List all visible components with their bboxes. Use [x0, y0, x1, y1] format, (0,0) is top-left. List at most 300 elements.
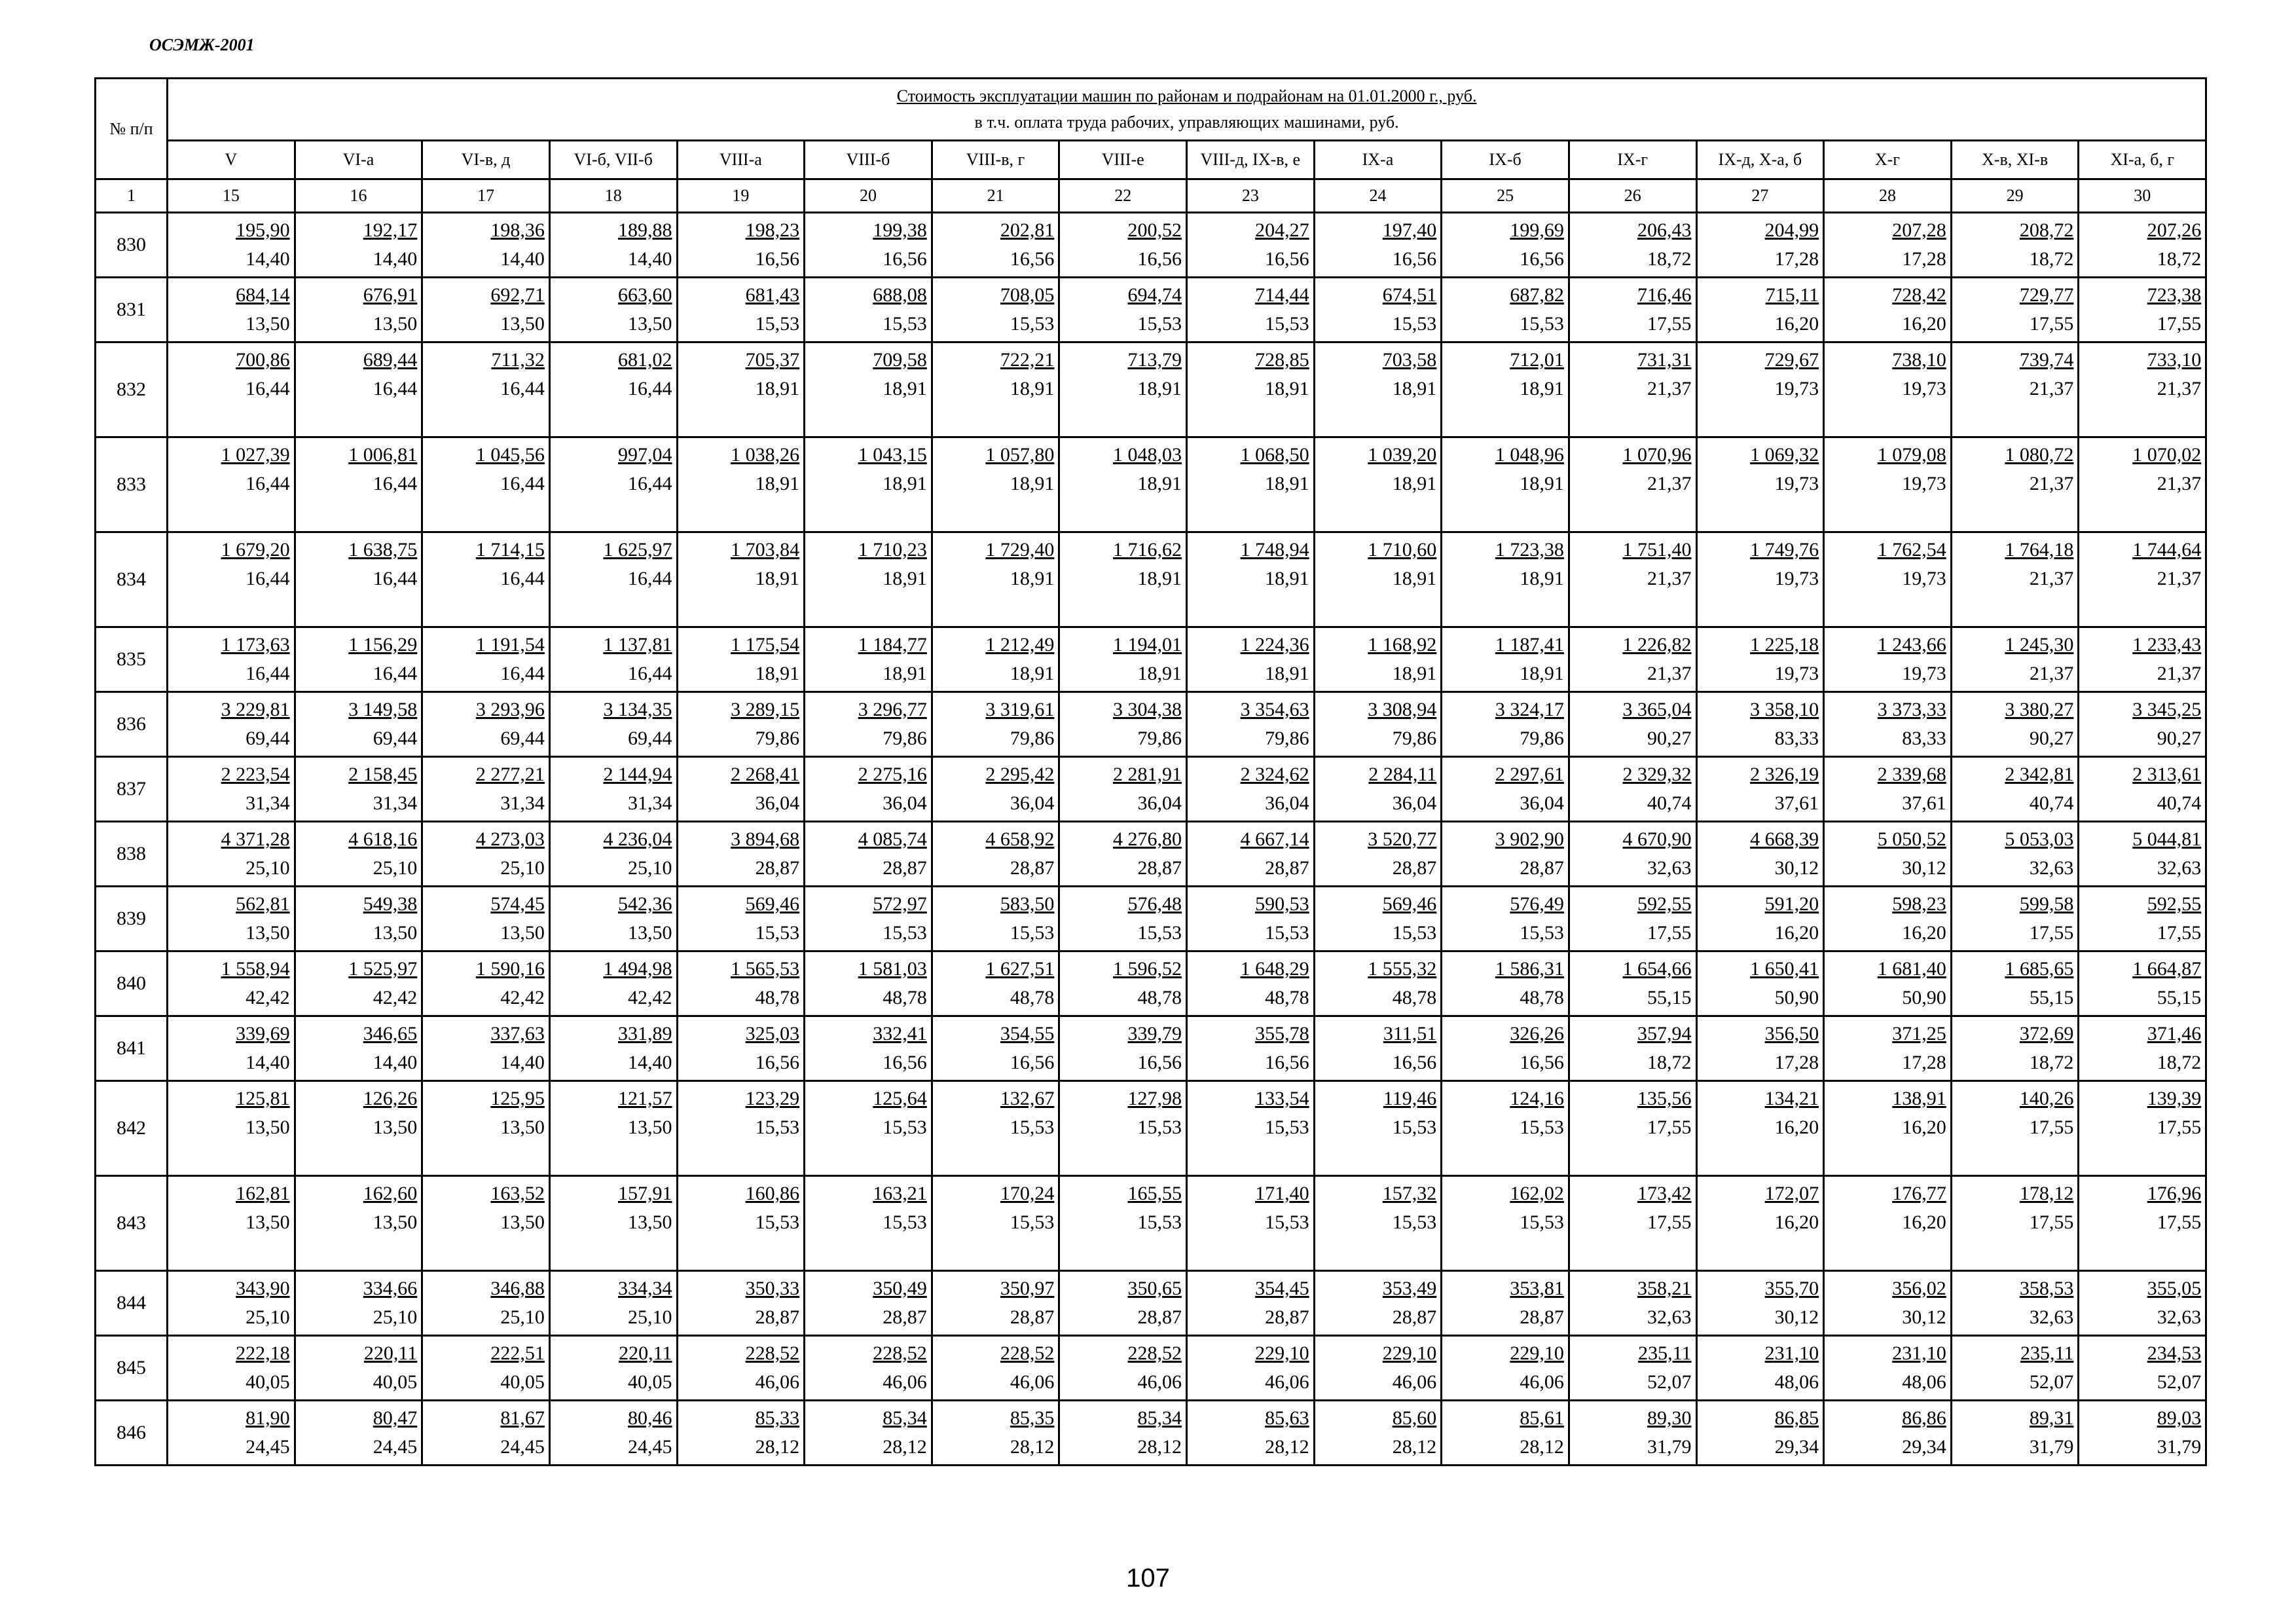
table-row — [96, 757, 2206, 822]
labor-cost: 15,53 — [1520, 313, 1564, 335]
operating-cost: 356,02 — [1892, 1278, 1946, 1299]
cost-cell — [1187, 532, 1315, 627]
operating-cost: 3 149,58 — [348, 699, 418, 720]
operating-cost: 355,70 — [1764, 1278, 1819, 1299]
row-number: 838 — [96, 822, 168, 887]
cost-cell — [677, 692, 805, 757]
cost-cell — [168, 1401, 295, 1466]
operating-cost: 350,49 — [873, 1278, 927, 1299]
operating-cost: 228,52 — [873, 1342, 927, 1364]
operating-cost: 569,46 — [745, 893, 800, 915]
cost-cell — [1951, 822, 2079, 887]
cost-cell — [805, 278, 932, 342]
labor-cost: 13,50 — [628, 922, 672, 944]
labor-cost: 28,12 — [1137, 1436, 1182, 1458]
labor-cost: 13,50 — [500, 313, 545, 335]
cost-cell — [2079, 822, 2206, 887]
operating-cost: 1 069,32 — [1750, 444, 1819, 466]
labor-cost: 32,63 — [2157, 857, 2202, 879]
operating-cost: 2 275,16 — [858, 764, 927, 785]
cost-cell — [805, 1081, 932, 1176]
operating-cost: 235,11 — [1638, 1342, 1692, 1364]
labor-cost: 30,12 — [1774, 857, 1819, 879]
cost-cell — [1696, 278, 1824, 342]
labor-cost: 18,72 — [2157, 248, 2202, 270]
cost-cell — [1442, 278, 1569, 342]
operating-cost: 202,81 — [1000, 219, 1055, 241]
cost-cell — [932, 822, 1059, 887]
operating-cost: 681,43 — [745, 284, 800, 306]
labor-cost: 21,37 — [2029, 378, 2074, 399]
labor-cost: 18,72 — [2029, 1052, 2074, 1073]
labor-cost: 17,55 — [2157, 1211, 2202, 1233]
table-row — [96, 692, 2206, 757]
cost-cell — [932, 1016, 1059, 1081]
labor-cost: 28,87 — [1137, 857, 1182, 879]
operating-cost: 346,88 — [490, 1278, 545, 1299]
labor-cost: 36,04 — [1010, 792, 1055, 814]
cost-cell — [1314, 1081, 1442, 1176]
operating-cost: 1 679,20 — [221, 539, 290, 561]
labor-cost: 31,34 — [500, 792, 545, 814]
table-row — [96, 342, 2206, 437]
labor-cost: 19,73 — [1902, 473, 1946, 494]
column-header: X-г — [1824, 141, 1952, 179]
cost-cell — [1187, 1176, 1315, 1271]
operating-cost: 86,85 — [1774, 1407, 1819, 1429]
cost-cell — [1442, 627, 1569, 692]
cost-cell — [805, 627, 932, 692]
labor-cost: 18,91 — [883, 473, 927, 494]
operating-cost: 85,60 — [1392, 1407, 1437, 1429]
operating-cost: 709,58 — [873, 349, 927, 371]
labor-cost: 19,73 — [1902, 378, 1946, 399]
operating-cost: 80,47 — [373, 1407, 418, 1429]
labor-cost: 18,91 — [1010, 663, 1055, 684]
page-number: 107 — [1126, 1564, 1170, 1593]
operating-cost: 1 027,39 — [221, 444, 290, 466]
labor-cost: 14,40 — [500, 1052, 545, 1073]
cost-cell — [2079, 951, 2206, 1016]
cost-cell — [1442, 757, 1569, 822]
cost-cell — [549, 1336, 677, 1401]
operating-cost: 235,11 — [2020, 1342, 2074, 1364]
cost-cell — [1569, 692, 1696, 757]
labor-cost: 15,53 — [883, 922, 927, 944]
operating-cost: 2 329,32 — [1622, 764, 1692, 785]
operating-cost: 598,23 — [1892, 893, 1946, 915]
labor-cost: 17,55 — [2157, 1116, 2202, 1138]
labor-cost: 21,37 — [1647, 473, 1692, 494]
operating-cost: 681,02 — [618, 349, 672, 371]
operating-cost: 1 627,51 — [985, 958, 1055, 980]
cost-cell — [168, 342, 295, 437]
operating-cost: 1 006,81 — [348, 444, 418, 466]
cost-cell — [1442, 822, 1569, 887]
cost-cell — [1824, 1401, 1952, 1466]
operating-cost: 220,11 — [619, 1342, 672, 1364]
labor-cost: 18,91 — [1137, 473, 1182, 494]
cost-cell — [1187, 1336, 1315, 1401]
cost-cell — [1951, 1081, 2079, 1176]
cost-cell — [805, 692, 932, 757]
operating-cost: 125,81 — [236, 1088, 290, 1109]
labor-cost: 28,12 — [1010, 1436, 1055, 1458]
row-number: 842 — [96, 1081, 168, 1176]
cost-cell — [1824, 1176, 1952, 1271]
labor-cost: 18,72 — [1647, 248, 1692, 270]
cost-cell — [295, 342, 422, 437]
labor-cost: 18,91 — [1520, 568, 1564, 589]
operating-cost: 343,90 — [236, 1278, 290, 1299]
labor-cost: 18,91 — [1265, 473, 1309, 494]
labor-cost: 36,04 — [755, 792, 800, 814]
cost-cell — [1951, 951, 2079, 1016]
cost-cell — [2079, 437, 2206, 532]
operating-cost: 705,37 — [745, 349, 800, 371]
cost-cell — [2079, 278, 2206, 342]
cost-cell — [1824, 278, 1952, 342]
operating-cost: 3 365,04 — [1622, 699, 1692, 720]
labor-cost: 15,53 — [755, 1116, 800, 1138]
operating-cost: 198,23 — [745, 219, 800, 241]
labor-cost: 16,56 — [1520, 1052, 1564, 1073]
cost-cell — [1314, 822, 1442, 887]
labor-cost: 16,56 — [1392, 1052, 1437, 1073]
cost-cell — [1059, 1016, 1187, 1081]
operating-cost: 326,26 — [1510, 1023, 1564, 1044]
labor-cost: 13,50 — [628, 1116, 672, 1138]
labor-cost: 18,91 — [755, 568, 800, 589]
operating-cost: 4 668,39 — [1750, 828, 1819, 850]
cost-cell — [2079, 1401, 2206, 1466]
labor-cost: 17,55 — [2157, 922, 2202, 944]
operating-cost: 4 667,14 — [1240, 828, 1309, 850]
labor-cost: 48,78 — [883, 987, 927, 1008]
cost-cell — [1314, 757, 1442, 822]
cost-cell — [677, 1081, 805, 1176]
cost-cell — [1951, 1336, 2079, 1401]
labor-cost: 30,12 — [1902, 1306, 1946, 1328]
cost-cell — [1059, 532, 1187, 627]
cost-cell — [1696, 1081, 1824, 1176]
labor-cost: 15,53 — [1265, 1211, 1309, 1233]
table-row — [96, 627, 2206, 692]
labor-cost: 13,50 — [500, 1211, 545, 1233]
cost-cell — [2079, 1176, 2206, 1271]
cost-cell — [1569, 213, 1696, 278]
labor-cost: 79,86 — [1265, 728, 1309, 749]
operating-cost: 1 716,62 — [1113, 539, 1182, 561]
operating-cost: 1 710,60 — [1368, 539, 1437, 561]
cost-cell — [1569, 951, 1696, 1016]
operating-cost: 176,96 — [2147, 1183, 2202, 1204]
operating-cost: 1 525,97 — [348, 958, 418, 980]
cost-cell — [2079, 887, 2206, 951]
labor-cost: 15,53 — [1520, 1211, 1564, 1233]
labor-cost: 25,10 — [500, 857, 545, 879]
operating-cost: 997,04 — [618, 444, 672, 466]
operating-cost: 85,33 — [755, 1407, 800, 1429]
operating-cost: 229,10 — [1382, 1342, 1437, 1364]
cost-cell — [1314, 692, 1442, 757]
operating-cost: 729,77 — [2019, 284, 2074, 306]
labor-cost: 16,44 — [500, 473, 545, 494]
operating-cost: 1 043,15 — [858, 444, 927, 466]
labor-cost: 19,73 — [1774, 568, 1819, 589]
operating-cost: 1 187,41 — [1495, 634, 1564, 655]
cost-cell — [677, 437, 805, 532]
cost-cell — [1187, 1081, 1315, 1176]
labor-cost: 16,20 — [1902, 1116, 1946, 1138]
labor-cost: 15,53 — [1265, 313, 1309, 335]
cost-cell — [2079, 213, 2206, 278]
operating-cost: 208,72 — [2019, 219, 2074, 241]
operating-cost: 358,53 — [2019, 1278, 2074, 1299]
operating-cost: 1 079,08 — [1877, 444, 1946, 466]
cost-cell — [805, 1336, 932, 1401]
labor-cost: 40,74 — [2157, 792, 2202, 814]
labor-cost: 48,78 — [755, 987, 800, 1008]
operating-cost: 140,26 — [2019, 1088, 2074, 1109]
labor-cost: 79,86 — [1137, 728, 1182, 749]
cost-cell — [168, 213, 295, 278]
column-header: X-в, XI-в — [1951, 141, 2079, 179]
labor-cost: 79,86 — [1392, 728, 1437, 749]
cost-cell — [549, 1081, 677, 1176]
cost-cell — [677, 1016, 805, 1081]
operating-cost: 162,60 — [363, 1183, 418, 1204]
cost-cell — [1696, 951, 1824, 1016]
cost-cell — [805, 757, 932, 822]
cost-cell — [1187, 692, 1315, 757]
operating-cost: 3 902,90 — [1495, 828, 1564, 850]
operating-cost: 2 281,91 — [1113, 764, 1182, 785]
labor-cost: 40,05 — [500, 1371, 545, 1393]
operating-cost: 3 894,68 — [731, 828, 800, 850]
cost-cell — [295, 951, 422, 1016]
cost-cell — [932, 342, 1059, 437]
labor-cost: 13,50 — [373, 313, 418, 335]
operating-cost: 592,55 — [1637, 893, 1692, 915]
operating-cost: 89,30 — [1647, 1407, 1692, 1429]
cost-cell — [805, 1176, 932, 1271]
cost-cell — [168, 1016, 295, 1081]
operating-cost: 574,45 — [490, 893, 545, 915]
cost-cell — [422, 951, 550, 1016]
operating-cost: 733,10 — [2147, 349, 2202, 371]
labor-cost: 25,10 — [246, 1306, 290, 1328]
operating-cost: 714,44 — [1255, 284, 1309, 306]
operating-cost: 694,74 — [1127, 284, 1182, 306]
cost-cell — [677, 887, 805, 951]
cost-cell — [1314, 1016, 1442, 1081]
cost-cell — [1696, 342, 1824, 437]
column-header: VI-в, д — [422, 141, 550, 179]
labor-cost: 16,44 — [500, 378, 545, 399]
cost-cell — [2079, 1016, 2206, 1081]
labor-cost: 13,50 — [246, 1211, 290, 1233]
cost-cell — [805, 887, 932, 951]
cost-cell — [295, 1016, 422, 1081]
operating-cost: 204,99 — [1764, 219, 1819, 241]
cost-cell — [168, 757, 295, 822]
operating-cost: 689,44 — [363, 349, 418, 371]
labor-cost: 31,34 — [628, 792, 672, 814]
cost-cell — [168, 532, 295, 627]
labor-cost: 69,44 — [246, 728, 290, 749]
operating-cost: 354,55 — [1000, 1023, 1055, 1044]
cost-cell — [295, 1081, 422, 1176]
labor-cost: 21,37 — [2157, 378, 2202, 399]
cost-cell — [2079, 692, 2206, 757]
cost-cell — [1059, 692, 1187, 757]
labor-cost: 52,07 — [1647, 1371, 1692, 1393]
labor-cost: 46,06 — [1520, 1371, 1564, 1393]
labor-cost: 18,91 — [1520, 473, 1564, 494]
operating-cost: 1 224,36 — [1240, 634, 1309, 655]
labor-cost: 21,37 — [2157, 663, 2202, 684]
operating-cost: 2 158,45 — [348, 764, 418, 785]
cost-cell — [1569, 1176, 1696, 1271]
labor-cost: 16,20 — [1774, 922, 1819, 944]
operating-cost: 3 373,33 — [1877, 699, 1946, 720]
operating-cost: 576,48 — [1127, 893, 1182, 915]
cost-cell — [1314, 532, 1442, 627]
operating-cost: 332,41 — [873, 1023, 927, 1044]
operating-cost: 1 175,54 — [731, 634, 800, 655]
table-row — [96, 1016, 2206, 1081]
cost-cell — [1059, 1401, 1187, 1466]
labor-cost: 31,34 — [246, 792, 290, 814]
operating-cost: 688,08 — [873, 284, 927, 306]
cost-cell — [1187, 822, 1315, 887]
labor-cost: 14,40 — [628, 1052, 672, 1073]
cost-cell — [1696, 757, 1824, 822]
labor-cost: 46,06 — [1137, 1371, 1182, 1393]
labor-cost: 17,28 — [1774, 1052, 1819, 1073]
cost-cell — [677, 757, 805, 822]
labor-cost: 42,42 — [628, 987, 672, 1008]
operating-cost: 1 638,75 — [348, 539, 418, 561]
operating-cost: 135,56 — [1637, 1088, 1692, 1109]
row-number: 832 — [96, 342, 168, 437]
labor-cost: 15,53 — [1392, 1211, 1437, 1233]
cost-cell — [1314, 1176, 1442, 1271]
cost-cell — [549, 213, 677, 278]
labor-cost: 17,55 — [2157, 313, 2202, 335]
column-number: 1 — [96, 179, 168, 213]
labor-cost: 69,44 — [373, 728, 418, 749]
operating-cost: 2 339,68 — [1877, 764, 1946, 785]
operating-cost: 1 681,40 — [1877, 958, 1946, 980]
cost-cell — [932, 627, 1059, 692]
cost-cell — [1314, 1271, 1442, 1336]
column-number: 19 — [677, 179, 805, 213]
table-title — [168, 79, 2206, 141]
operating-cost: 3 296,77 — [858, 699, 927, 720]
labor-cost: 40,05 — [373, 1371, 418, 1393]
labor-cost: 28,12 — [1520, 1436, 1564, 1458]
cost-cell — [1314, 213, 1442, 278]
cost-cell — [1951, 1401, 2079, 1466]
labor-cost: 15,53 — [1265, 1116, 1309, 1138]
cost-cell — [1951, 1271, 2079, 1336]
labor-cost: 13,50 — [628, 313, 672, 335]
operating-cost: 119,46 — [1383, 1088, 1437, 1109]
cost-cell — [1442, 437, 1569, 532]
cost-cell — [932, 1081, 1059, 1176]
table-row — [96, 437, 2206, 532]
cost-cell — [549, 1016, 677, 1081]
row-number: 840 — [96, 951, 168, 1016]
labor-cost: 17,55 — [1647, 1116, 1692, 1138]
labor-cost: 48,78 — [1010, 987, 1055, 1008]
operating-cost: 178,12 — [2019, 1183, 2074, 1204]
labor-cost: 18,91 — [1520, 378, 1564, 399]
operating-cost: 592,55 — [2147, 893, 2202, 915]
cost-cell — [805, 951, 932, 1016]
labor-cost: 83,33 — [1774, 728, 1819, 749]
cost-cell — [1696, 437, 1824, 532]
labor-cost: 40,74 — [1647, 792, 1692, 814]
cost-cell — [168, 951, 295, 1016]
operating-cost: 198,36 — [490, 219, 545, 241]
cost-cell — [1951, 437, 2079, 532]
labor-cost: 69,44 — [628, 728, 672, 749]
cost-cell — [1187, 278, 1315, 342]
labor-cost: 18,91 — [883, 378, 927, 399]
labor-cost: 32,63 — [2029, 857, 2074, 879]
cost-cell — [1951, 757, 2079, 822]
cost-cell — [422, 1401, 550, 1466]
operating-cost: 195,90 — [236, 219, 290, 241]
cost-cell — [295, 692, 422, 757]
labor-cost: 50,90 — [1774, 987, 1819, 1008]
labor-cost: 15,53 — [1137, 922, 1182, 944]
cost-cell — [295, 1176, 422, 1271]
labor-cost: 16,44 — [500, 663, 545, 684]
labor-cost: 16,56 — [1265, 1052, 1309, 1073]
operating-cost: 229,10 — [1510, 1342, 1564, 1364]
operating-cost: 1 243,66 — [1877, 634, 1946, 655]
operating-cost: 591,20 — [1764, 893, 1819, 915]
labor-cost: 29,34 — [1902, 1436, 1946, 1458]
labor-cost: 19,73 — [1774, 663, 1819, 684]
cost-cell — [2079, 627, 2206, 692]
cost-cell — [1951, 1176, 2079, 1271]
operating-cost: 2 223,54 — [221, 764, 290, 785]
operating-cost: 3 358,10 — [1750, 699, 1819, 720]
labor-cost: 28,87 — [1137, 1306, 1182, 1328]
labor-cost: 28,87 — [1392, 857, 1437, 879]
operating-cost: 80,46 — [628, 1407, 672, 1429]
labor-cost: 28,12 — [1392, 1436, 1437, 1458]
operating-cost: 1 590,16 — [475, 958, 545, 980]
labor-cost: 28,12 — [883, 1436, 927, 1458]
labor-cost: 21,37 — [2029, 473, 2074, 494]
operating-cost: 1 191,54 — [475, 634, 545, 655]
labor-cost: 16,20 — [1774, 313, 1819, 335]
operating-cost: 1 714,15 — [475, 539, 545, 561]
cost-cell — [677, 1336, 805, 1401]
cost-cell — [295, 887, 422, 951]
operating-cost: 172,07 — [1764, 1183, 1819, 1204]
labor-cost: 18,91 — [883, 568, 927, 589]
cost-cell — [295, 627, 422, 692]
table-row — [96, 278, 2206, 342]
cost-table-container — [94, 77, 2205, 1466]
